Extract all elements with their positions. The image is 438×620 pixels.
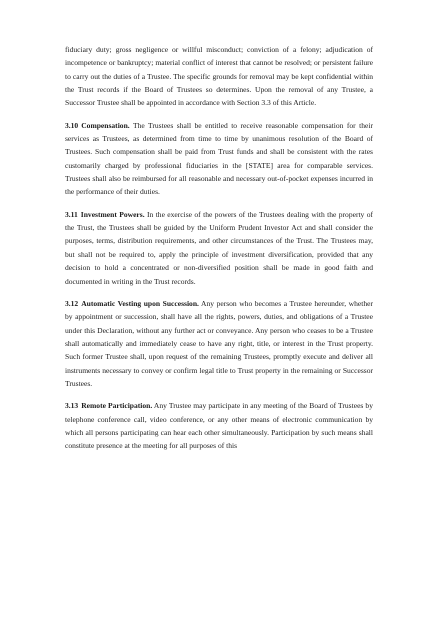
section-heading xyxy=(65,299,199,308)
section-number: 3.10 xyxy=(65,120,79,130)
paragraph-text: The Trustees shall be entitled to receive reasonable compensation for their services as Trustees, as determined from time to time by unanimous resolution of the Board of Trustees. Such compensation shall be paid from Trust funds and shall be consistent with the rates customarily charged by professional fiduciaries in the [STATE] area for comparable services. Trustees shall also be reimbursed for all reasonable and necessary out-of-pocket expenses incurred in the performance of their duties. xyxy=(65,120,373,197)
section-heading xyxy=(65,401,152,410)
section-3-12-automatic-vesting xyxy=(65,297,373,390)
section-heading xyxy=(65,210,145,219)
paragraph-text: Any Trustee may participate in any meeting of the Board of Trustees by telephone conference call, video conference, or any other means of electronic communication by which all persons participating can hear each other simultaneously. Participation by such means shall constitute presence at the meeting for all purposes of this xyxy=(65,401,373,451)
removal-continuation-paragraph xyxy=(65,43,373,110)
section-number: 3.11 xyxy=(65,209,78,219)
paragraph-text: fiduciary duty; gross negligence or willful misconduct; conviction of a felony; adjudication of incompetence or bankruptcy; material conflict of interest that cannot be resolved; or persistent failure to carry out the duties of a Trustee. The specific grounds for removal may be kept confidential within the Trust records if the Board of Trustees so determines. Upon the removal of any Trustee, a Successor Trustee shall be appointed in accordance with Section 3.3 of this Article. xyxy=(65,45,373,108)
section-title: Investment Powers. xyxy=(80,209,145,219)
paragraph-text: Any person who becomes a Trustee hereunder, whether by appointment or succession, shall have all the rights, powers, duties, and obligations of a Trustee under this Declaration, without any further act or conveyance. Any person who ceases to be a Trustee shall automatically and immediately cease to have any right, title, or interest in the Trust property. Such former Trustee shall, upon request of the remaining Trustees, promptly execute and deliver all instruments necessary to convey or confirm legal title to Trust property in the remaining or Successor Trustees. xyxy=(65,298,373,388)
section-3-10-compensation xyxy=(65,119,373,199)
section-number: 3.12 xyxy=(65,298,79,308)
document-page xyxy=(65,43,373,462)
paragraph-text: In the exercise of the powers of the Trustees dealing with the property of the Trust, the Trustees shall be guided by the Uniform Prudent Investor Act and shall consider the purposes, terms, distribution requirements, and other circumstances of the Trust. The Trustees may, but shall not be required to, apply the principle of investment diversification, provided that any decision to hold a concentrated or non-diversified position shall be made in good faith and documented in writing in the Trust records. xyxy=(65,209,374,286)
section-3-13-remote-participation xyxy=(65,399,373,452)
section-3-11-investment-powers xyxy=(65,208,373,288)
section-title: Compensation. xyxy=(81,120,130,130)
section-number: 3.13 xyxy=(65,401,79,411)
section-title: Remote Participation. xyxy=(81,401,153,411)
section-heading xyxy=(65,121,130,130)
section-title: Automatic Vesting upon Succession. xyxy=(81,298,199,308)
